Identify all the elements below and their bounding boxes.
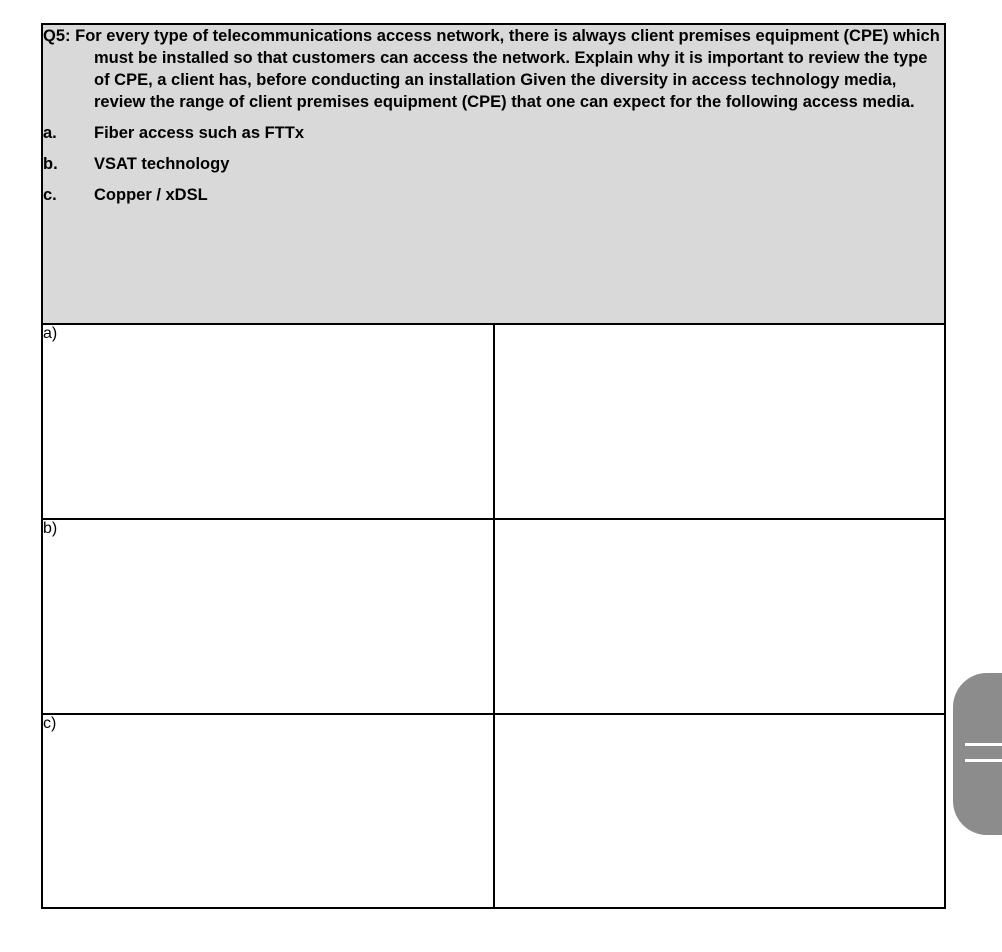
answer-row-c	[42, 714, 945, 908]
sub-item-letter: a.	[43, 124, 57, 142]
question-body: For every type of telecommunications access network, there is always client premises equipment (CPE) which must be installed so that customers can access the network. Explain why it is important to review the type of CPE, a client has, before conducting an installation Given the diversity in access technology media, review the range of client premises equipment (CPE) that one can expect for the following access media.	[75, 27, 940, 111]
answer-label-b: b)	[42, 519, 494, 714]
side-menu-handle[interactable]	[953, 673, 1002, 835]
menu-lines-icon	[965, 759, 1002, 762]
question-row	[42, 24, 945, 324]
sub-item-c	[43, 184, 944, 206]
menu-lines-icon	[965, 743, 1002, 746]
sub-item-a	[43, 122, 944, 144]
sub-item-letter: c.	[43, 186, 57, 204]
sub-item-text: Copper / xDSL	[94, 186, 208, 204]
question-cell	[42, 24, 945, 324]
answer-field-c[interactable]	[494, 714, 946, 908]
sub-item-text: Fiber access such as FTTx	[94, 124, 305, 142]
answer-row-b	[42, 519, 945, 714]
answer-row-a	[42, 324, 945, 519]
question-number: Q5:	[43, 27, 71, 45]
answer-field-b[interactable]	[494, 519, 946, 714]
question-table	[41, 23, 946, 909]
sub-item-text: VSAT technology	[94, 155, 230, 173]
answer-label-a: a)	[42, 324, 494, 519]
sub-item-letter: b.	[43, 155, 58, 173]
sub-item-b	[43, 153, 944, 175]
answer-field-a[interactable]	[494, 324, 946, 519]
question-text	[43, 25, 944, 113]
answer-label-c: c)	[42, 714, 494, 908]
